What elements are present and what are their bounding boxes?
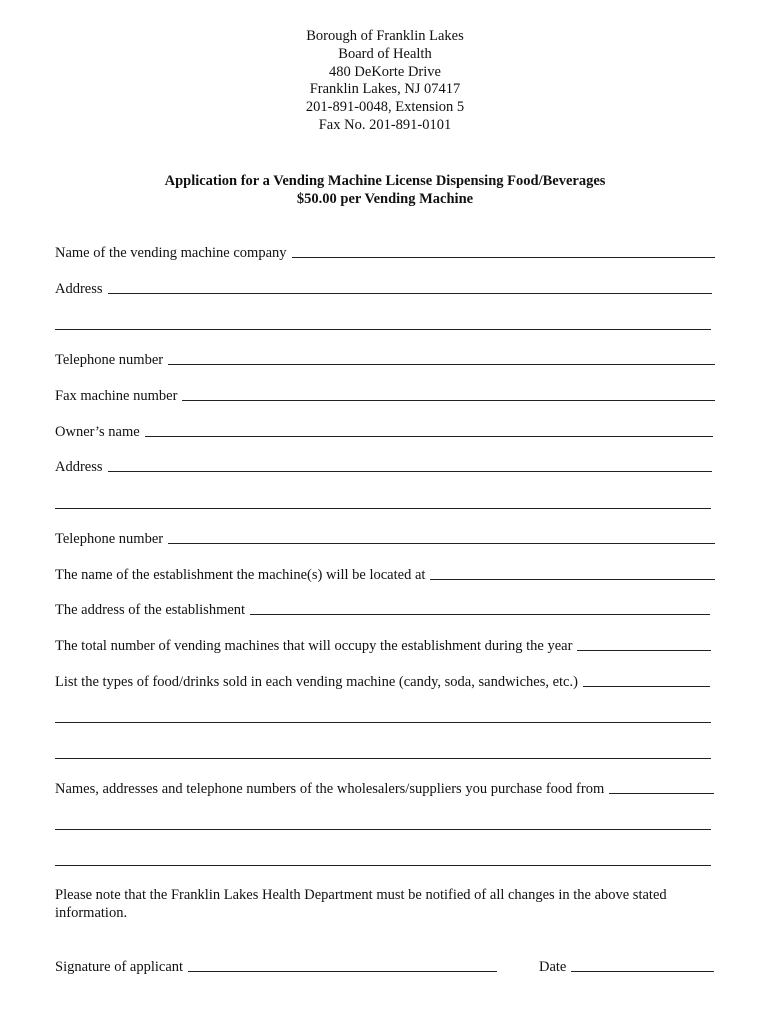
- owner-name-input-line[interactable]: [145, 435, 713, 437]
- company-name-input-line[interactable]: [292, 256, 715, 258]
- field-food-types: [55, 671, 710, 691]
- field-label: The name of the establishment the machine(s) will be located at: [55, 567, 426, 583]
- date-input-line[interactable]: [571, 970, 714, 972]
- city-state-zip: Franklin Lakes, NJ 07417: [309, 81, 461, 98]
- form-title-main: Application for a Vending Machine License Dispensing Food/Beverages: [164, 173, 606, 189]
- change-notification-note: Please note that the Franklin Lakes Health Department must be notified of all changes in the above stated information.: [55, 887, 667, 921]
- establishment-name-input-line[interactable]: [430, 578, 715, 580]
- field-suppliers: [55, 778, 714, 798]
- street-address: 480 DeKorte Drive: [329, 63, 441, 80]
- letterhead: [0, 28, 770, 135]
- field-label: Owner’s name: [55, 424, 140, 440]
- field-label: Names, addresses and telephone numbers of the wholesalers/suppliers you purchase food from: [55, 781, 605, 797]
- field-establishment-name: [55, 564, 715, 584]
- field-label: Address: [55, 281, 103, 297]
- food-types-line-3[interactable]: [55, 758, 711, 759]
- suppliers-line-3[interactable]: [55, 865, 711, 866]
- field-label: Telephone number: [55, 352, 164, 368]
- fax-number: Fax No. 201-891-0101: [318, 116, 452, 133]
- field-label: The total number of vending machines that will occupy the establishment during the year: [55, 638, 573, 654]
- owner-phone-input-line[interactable]: [168, 542, 715, 544]
- field-owner-name: [55, 421, 713, 441]
- field-label: Fax machine number: [55, 388, 178, 404]
- signature-label: Signature of applicant: [55, 959, 184, 975]
- field-label: List the types of food/drinks sold in each vending machine (candy, soda, sandwiches, etc.): [55, 674, 578, 690]
- fax-number-input-line[interactable]: [182, 399, 715, 401]
- date-field: [539, 956, 714, 976]
- field-company-phone: [55, 349, 715, 369]
- field-owner-phone: [55, 528, 715, 548]
- field-owner-address: [55, 456, 712, 476]
- company-address-line-2[interactable]: [55, 329, 711, 330]
- field-machine-count: [55, 635, 711, 655]
- field-company-name: [55, 242, 715, 262]
- signature-field: [55, 956, 497, 976]
- form-title-fee: $50.00 per Vending Machine: [296, 191, 474, 207]
- company-phone-input-line[interactable]: [168, 363, 715, 365]
- field-establishment-address: [55, 599, 710, 619]
- food-types-input-line[interactable]: [583, 685, 710, 687]
- phone-number: 201-891-0048, Extension 5: [305, 99, 465, 116]
- establishment-address-input-line[interactable]: [250, 613, 710, 615]
- date-label: Date: [539, 959, 567, 975]
- signature-row: [55, 956, 715, 976]
- field-label: Name of the vending machine company: [55, 245, 287, 261]
- owner-address-line-2[interactable]: [55, 508, 711, 509]
- company-address-input-line[interactable]: [108, 292, 712, 294]
- signature-input-line[interactable]: [188, 970, 497, 972]
- field-label: Address: [55, 459, 103, 475]
- suppliers-input-line[interactable]: [609, 792, 714, 794]
- field-company-address: [55, 278, 712, 298]
- field-fax-number: [55, 385, 715, 405]
- field-label: The address of the establishment: [55, 602, 246, 618]
- owner-address-input-line[interactable]: [108, 470, 712, 472]
- food-types-line-2[interactable]: [55, 722, 711, 723]
- field-label: Telephone number: [55, 531, 164, 547]
- form-title: [0, 172, 770, 208]
- organization-name: Borough of Franklin Lakes: [306, 28, 464, 44]
- machine-count-input-line[interactable]: [577, 649, 711, 651]
- suppliers-line-2[interactable]: [55, 829, 711, 830]
- department-name: Board of Health: [338, 45, 432, 62]
